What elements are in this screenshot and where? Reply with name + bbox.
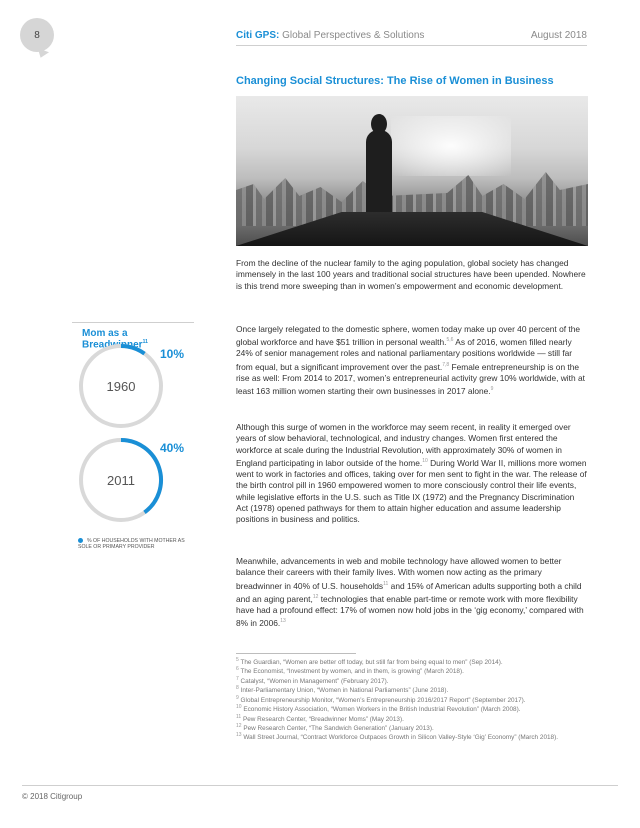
- footnote-text: Catalyst, “Women in Management” (February 2017).: [238, 677, 389, 685]
- copyright: © 2018 Citigroup: [22, 792, 83, 801]
- footnote-text: The Guardian, “Women are better off today, but still far from being equal to men” (Sep 2014).: [238, 659, 503, 667]
- paragraph-3-text-b: During World War II, millions more women went to work in factories and offices, taking over for men sent to fight in the war. The release of the birth control pill in 1960 empowered women to more consciously control their life events, while legislative efforts in the U.S. such as Title IX (1972) and the Pregnancy Discrimination Act (1978) opened pathways for them to attain higher education and assume leadership positions in business and politics.: [236, 457, 587, 525]
- footnote-text: Inter-Parliamentary Union, “Women in National Parliaments” (June 2018).: [238, 687, 449, 695]
- footnote-ref[interactable]: 10: [422, 457, 428, 464]
- paragraph-4: [236, 556, 588, 629]
- paragraph-4-text-b: and 15% of American adults supporting both a child and an aging parent,: [236, 580, 582, 604]
- footnote-ref[interactable]: 5,6: [446, 337, 454, 344]
- paragraph-4-text-c: technologies that enable part-time or remote work with more flexibility have had a profound effect: 17% of women now hold jobs in the ‘gig economy,’ compared with 8% in 2006.: [236, 593, 584, 628]
- legend-text: % OF HOUSEHOLDS WITH MOTHER AS SOLE OR PRIMARY PROVIDER: [78, 538, 185, 550]
- woman-at-conference-table-image: [236, 96, 588, 246]
- footnote-number: 12: [236, 722, 242, 729]
- footnote-ref[interactable]: 11: [383, 580, 389, 587]
- paragraph-2-text-b: As of 2016, women filled nearly 24% of senior management roles and national parliamentary positions worldwide — still far from equal, but a significant improvement over the past.: [236, 337, 573, 372]
- data-label-2011: 40%: [160, 441, 185, 455]
- category-label: 2011: [107, 473, 135, 488]
- footnote-item: [236, 732, 588, 741]
- paragraph-1-text: From the decline of the nuclear family to the aging population, global society has changed immensely in the last 100 years and traditional social structures have been upended. Nowhere is this trend more sweeping than in women’s empowerment and economic development.: [236, 258, 586, 291]
- footnote-ref[interactable]: 7,8: [442, 361, 450, 368]
- paragraph-2-text-c: Female entrepreneurship is on the rise as well: From 2014 to 2017, women’s entrepreneurial activity grew 10% worldwide, with at least 163 million women starting their own businesses in 2017 alone.: [236, 361, 585, 396]
- footnote-text: Wall Street Journal, “Contract Workforce Outpaces Growth in Silicon Valley-Style ‘Gig’ Economy” (March 2018).: [241, 734, 559, 742]
- paragraph-3: [236, 422, 588, 525]
- donut-chart-1960: [78, 343, 164, 429]
- section-title: Changing Social Structures: The Rise of Women in Business: [236, 75, 554, 87]
- footnote-item: [236, 666, 588, 675]
- brand-name: Citi GPS:: [236, 30, 280, 41]
- chart-legend: [78, 538, 198, 550]
- footnote-item: [236, 714, 588, 723]
- footnote-text: The Economist, “Investment by women, and in them, is growing” (March 2018).: [238, 668, 464, 676]
- hero-figure-body: [366, 130, 392, 220]
- legend-dot-icon: [78, 538, 83, 543]
- footnote-text: Economic History Association, “Women Workers in the British Industrial Revolution” (March 2008).: [241, 706, 521, 714]
- footnote-text: Global Entrepreneurship Monitor, “Women’s Entrepreneurship 2016/2017 Report” (September 2017).: [238, 696, 526, 704]
- paragraph-4-text-a: Meanwhile, advancements in web and mobile technology have allowed women to better balance their careers with their family lives. With women now acting as the primary breadwinner in 40% of U.S. households: [236, 556, 562, 591]
- footnote-item: [236, 723, 588, 732]
- paragraph-3-text-a: Although this surge of women in the workforce may seem recent, in reality it emerged over years of slow behavioral, technological, and industry changes. Women first entered the workforce at scale during the Industrial Revolution, with approximately 30% of women in England participating in labor outside of the home.: [236, 422, 571, 468]
- footnote-text: Pew Research Center, “Breadwinner Moms” (May 2013).: [241, 715, 404, 723]
- footnote-ref[interactable]: 12: [312, 593, 319, 600]
- footnote-number: 10: [236, 704, 242, 711]
- footnote-text: Pew Research Center, “The Sandwich Generation” (January 2013).: [241, 725, 434, 733]
- publication-title: Global Perspectives & Solutions: [282, 30, 425, 41]
- footnote-number: 9: [236, 694, 239, 701]
- footnote-number: 6: [236, 666, 239, 673]
- footnote-item: [236, 685, 588, 694]
- header-title: [236, 30, 424, 41]
- page-number: 8: [34, 29, 40, 41]
- footer-divider: [22, 785, 618, 786]
- footnote-number: 8: [236, 685, 239, 692]
- footnote-item: [236, 676, 588, 685]
- sidebar-title-text: Mom as a Breadwinner: [82, 328, 143, 351]
- footnote-number: 11: [236, 713, 242, 720]
- footnote-item: [236, 657, 588, 666]
- paragraph-1: [236, 258, 588, 292]
- footnote-item: [236, 695, 588, 704]
- footnote-number: 13: [236, 732, 242, 739]
- header-divider: [236, 45, 587, 46]
- footnote-ref[interactable]: 9: [490, 386, 494, 393]
- hero-light: [391, 116, 511, 176]
- footnote-item: [236, 704, 588, 713]
- category-label: 1960: [106, 379, 136, 394]
- data-label-1960: 10%: [160, 347, 185, 361]
- paragraph-2: [236, 324, 588, 397]
- footnotes: [236, 657, 588, 742]
- donut-chart-2011: [78, 437, 164, 523]
- footnote-ref[interactable]: 11: [142, 339, 148, 345]
- footnote-ref[interactable]: 13: [280, 618, 286, 625]
- footnote-number: 5: [236, 657, 239, 663]
- header-date: August 2018: [530, 30, 587, 41]
- footnote-divider: [236, 653, 356, 654]
- page-number-badge: [20, 18, 54, 52]
- footnote-number: 7: [236, 675, 239, 682]
- paragraph-2-text-a: Once largely relegated to the domestic sphere, women today make up over 40 percent of the global workforce and have $51 trillion in personal wealth.: [236, 324, 581, 348]
